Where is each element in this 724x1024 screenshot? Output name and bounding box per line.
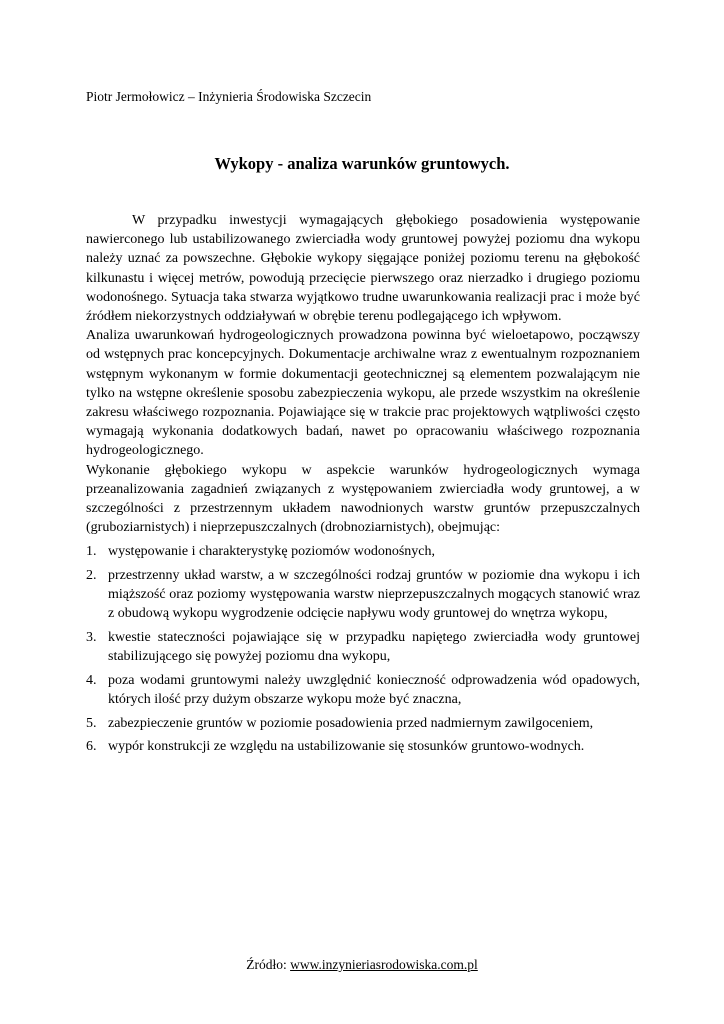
list-item-number: 4. [86, 672, 97, 688]
list-item-text: przestrzenny układ warstw, a w szczególności rodzaj gruntów w poziomie dna wykopu i ich miąższość oraz poziomy występowania warstw nieprzepuszczalnych mogących stanowić wraz z obudową wykopu wygrodzenie odcięcie napływu wody gruntowej do wnętrza wykopu, [108, 567, 640, 622]
list-item-text: wypór konstrukcji ze względu na ustabilizowanie się stosunków gruntowo-wodnych. [108, 739, 585, 755]
paragraph-intro: W przypadku inwestycji wymagających głębokiego posadowienia występowanie nawierconego lub ustabilizowanego zwierciadła wody gruntowej powyżej poziomu dna wykopu należy uznać za powszechne. Głębokie wykopy sięgające poniżej poziomu terenu na głębokość kilkunastu i więcej metrów, powodują przecięcie pierwszego oraz nierzadko i drugiego poziomu wodonośnego. Sytuacja taka stwarza wyjątkowo trudne uwarunkowania realizacji prac i może być źródłem niekorzystnych oddziaływań w obrębie terenu podlegającego ich wpływom. [86, 213, 640, 325]
list-item-number: 5. [86, 715, 97, 731]
document-body [86, 211, 640, 756]
list-item [86, 566, 640, 624]
source-link[interactable]: www.inzynieriasrodowiska.com.pl [290, 957, 478, 972]
document-title: Wykopy - analiza warunków gruntowych. [214, 154, 510, 173]
list-item [86, 714, 640, 733]
list-item-number: 1. [86, 543, 97, 559]
conditions-list [86, 542, 640, 757]
list-item-number: 6. [86, 739, 97, 755]
paragraph-analysis: Analiza uwarunkowań hydrogeologicznych prowadzona powinna być wieloetapowo, począwszy od wstępnych prac koncepcyjnych. Dokumentacje archiwalne wraz z ewentualnym rozpoznaniem wstępnym wykonanym w formie dokumentacji geotechnicznej są elementem pozwalającym nie tylko na wstępne określenie sposobu zabezpieczenia wykopu, ale przede wszystkim na określenie zakresu właściwego rozpoznania. Pojawiające się w trakcie prac projektowych wątpliwości często wymagają wykonania dodatkowych badań, nawet po opracowaniu właściwego rozpoznania hydrogeologicznego. [86, 328, 640, 459]
list-item-number: 3. [86, 629, 97, 645]
list-item-number: 2. [86, 567, 97, 583]
author-header: Piotr Jermołowicz – Inżynieria Środowiska Szczecin [86, 89, 372, 104]
source-footer [0, 957, 724, 973]
list-item [86, 671, 640, 709]
list-item-text: zabezpieczenie gruntów w poziomie posadowienia przed nadmiernym zawilgoceniem, [108, 715, 594, 731]
list-item-text: występowanie i charakterystykę poziomów wodonośnych, [108, 543, 435, 559]
paragraph-excavation: Wykonanie głębokiego wykopu w aspekcie warunków hydrogeologicznych wymaga przeanalizowania zagadnień związanych z występowaniem zwierciadła wody gruntowej, a w szczególności z przestrzennym układem nawodnionych warstw gruntów przepuszczalnych (gruboziarnistych) i nieprzepuszczalnych (drobnoziarnistych), obejmując: [86, 462, 640, 536]
list-item-text: kwestie stateczności pojawiające się w przypadku napiętego zwierciadła wody gruntowej stabilizującego się powyżej poziomu dna wykopu, [108, 629, 640, 664]
source-label: Źródło: [246, 957, 287, 972]
list-item-text: poza wodami gruntowymi należy uwzględnić konieczność odprowadzenia wód opadowych, których ilość przy dużym obszarze wykopu może być znaczna, [108, 672, 640, 707]
list-item [86, 542, 640, 561]
list-item [86, 628, 640, 666]
list-item [86, 737, 640, 756]
